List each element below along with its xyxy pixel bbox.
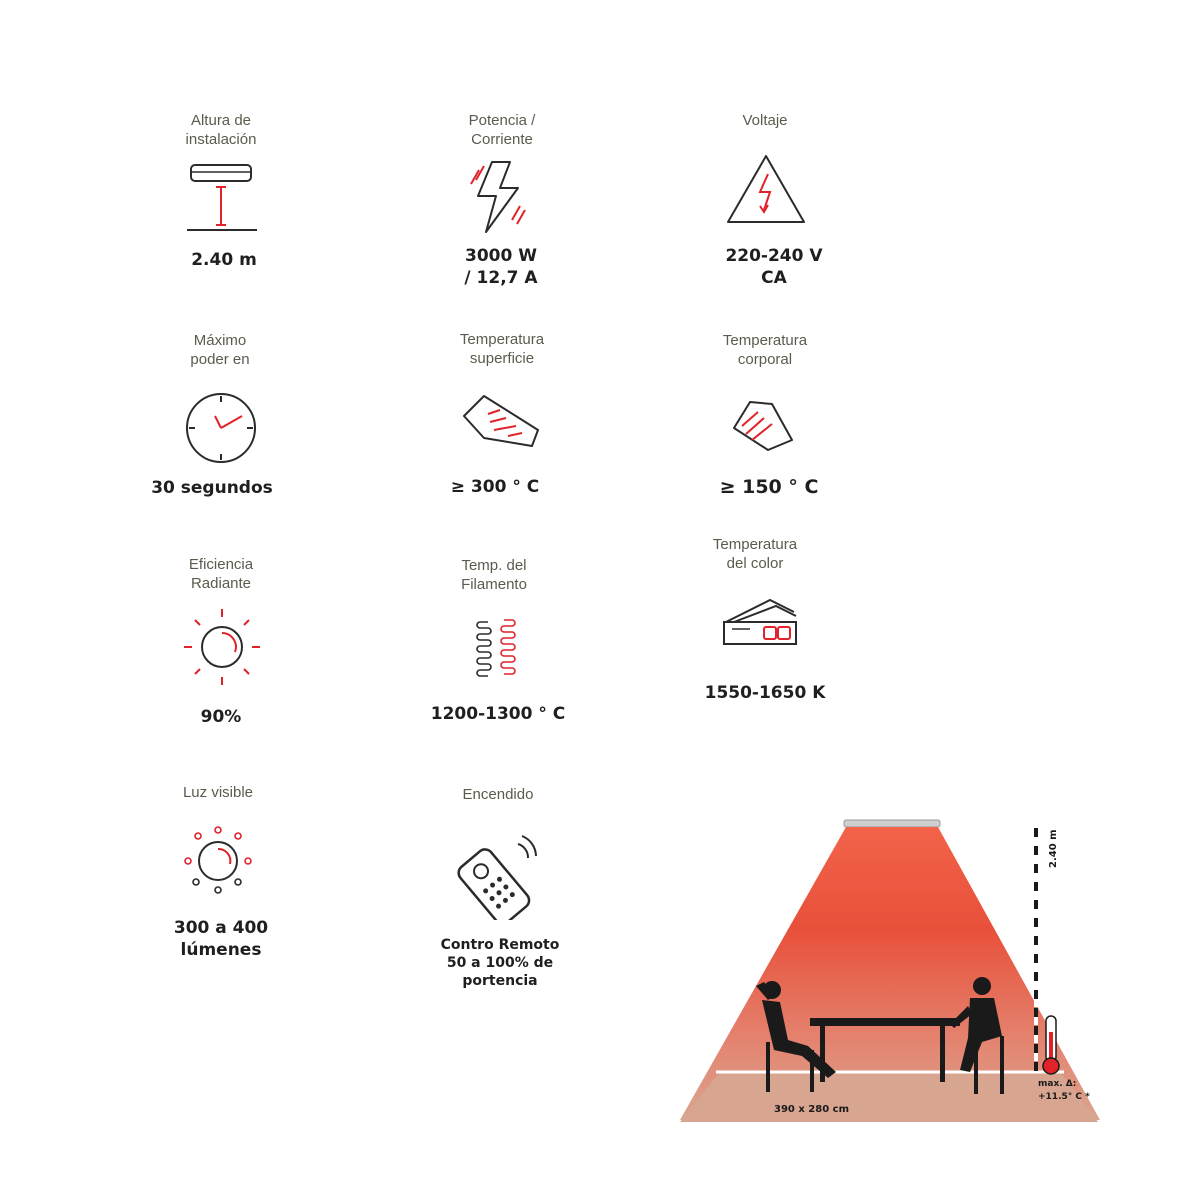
spec-color-temp-value bbox=[645, 682, 885, 704]
clock-icon bbox=[182, 390, 260, 468]
spec-power bbox=[382, 111, 622, 149]
spec-label: Temperatura superficie bbox=[459, 331, 545, 367]
area-label: 390 x 280 cm bbox=[774, 1104, 849, 1115]
warning-voltage-icon bbox=[724, 152, 808, 228]
heater-body-icon bbox=[730, 398, 796, 454]
spec-radiant-efficiency bbox=[101, 555, 341, 593]
lightning-icon bbox=[466, 158, 536, 238]
spec-label: Máximo poder en bbox=[190, 332, 250, 368]
spec-value: 2.40 m bbox=[191, 250, 257, 270]
spec-value: 220-240 V CA bbox=[725, 246, 823, 288]
spec-label: Potencia / Corriente bbox=[468, 112, 536, 148]
filament-icon bbox=[474, 616, 520, 688]
spec-label: Altura de instalación bbox=[185, 112, 257, 148]
spec-install-height-value bbox=[104, 249, 344, 271]
spec-value: 3000 W / 12,7 A bbox=[464, 246, 538, 288]
spec-label: Temperatura corporal bbox=[722, 332, 808, 368]
spec-label: Voltaje bbox=[742, 112, 788, 129]
spec-max-power-value bbox=[92, 477, 332, 499]
spec-value: Contro Remoto 50 a 100% de portencia bbox=[440, 937, 560, 989]
height-label: 2.40 m bbox=[1048, 829, 1059, 868]
spec-visible-light bbox=[98, 783, 338, 802]
sun-icon bbox=[180, 605, 264, 689]
spec-filament-temp bbox=[374, 556, 614, 594]
spec-label: Luz visible bbox=[182, 784, 254, 801]
heater-unit bbox=[844, 820, 940, 827]
spec-filament-temp-value bbox=[378, 703, 618, 725]
floor-area bbox=[680, 1072, 1098, 1122]
spec-visible-light-value bbox=[101, 917, 341, 961]
spec-max-power bbox=[100, 331, 340, 369]
spec-value: 30 segundos bbox=[151, 478, 273, 498]
spec-voltage bbox=[645, 111, 885, 130]
color-cards-icon bbox=[720, 596, 800, 648]
spec-value: ≥ 300 ° C bbox=[450, 477, 540, 497]
delta-label-line1: max. Δ: bbox=[1038, 1079, 1077, 1089]
delta-label-line2: +11.5° C * bbox=[1038, 1092, 1090, 1102]
spec-surface-temp bbox=[382, 330, 622, 368]
spec-label: Encendido bbox=[462, 786, 534, 803]
spec-value: 1550-1650 K bbox=[704, 683, 826, 703]
spec-body-temp-value bbox=[649, 476, 889, 498]
spec-label: Temperatura del color bbox=[712, 536, 798, 572]
spec-body-temp bbox=[645, 331, 885, 369]
spec-label: Temp. del Filamento bbox=[461, 557, 527, 593]
spec-value: ≥ 150 ° C bbox=[719, 476, 819, 498]
light-bulb-dots-icon bbox=[180, 824, 256, 896]
heater-surface-icon bbox=[460, 392, 544, 452]
spec-install-height bbox=[101, 111, 341, 149]
spec-value: 90% bbox=[200, 707, 242, 727]
spec-ignition-value bbox=[380, 936, 620, 990]
spec-value: 300 a 400 lúmenes bbox=[173, 918, 269, 960]
spec-surface-temp-value bbox=[375, 476, 615, 498]
spec-label: Eficiencia Radiante bbox=[188, 556, 254, 592]
remote-control-icon bbox=[448, 834, 540, 920]
spec-value: 1200-1300 ° C bbox=[430, 704, 566, 724]
thermometer-icon bbox=[1043, 1016, 1059, 1074]
spec-power-value bbox=[381, 245, 621, 289]
spec-voltage-value bbox=[654, 245, 894, 289]
ceiling-height-icon bbox=[185, 160, 265, 240]
spec-ignition bbox=[378, 785, 618, 804]
spec-radiant-efficiency-value bbox=[101, 706, 341, 728]
installation-diagram bbox=[670, 810, 1110, 1130]
spec-color-temp bbox=[635, 535, 875, 573]
